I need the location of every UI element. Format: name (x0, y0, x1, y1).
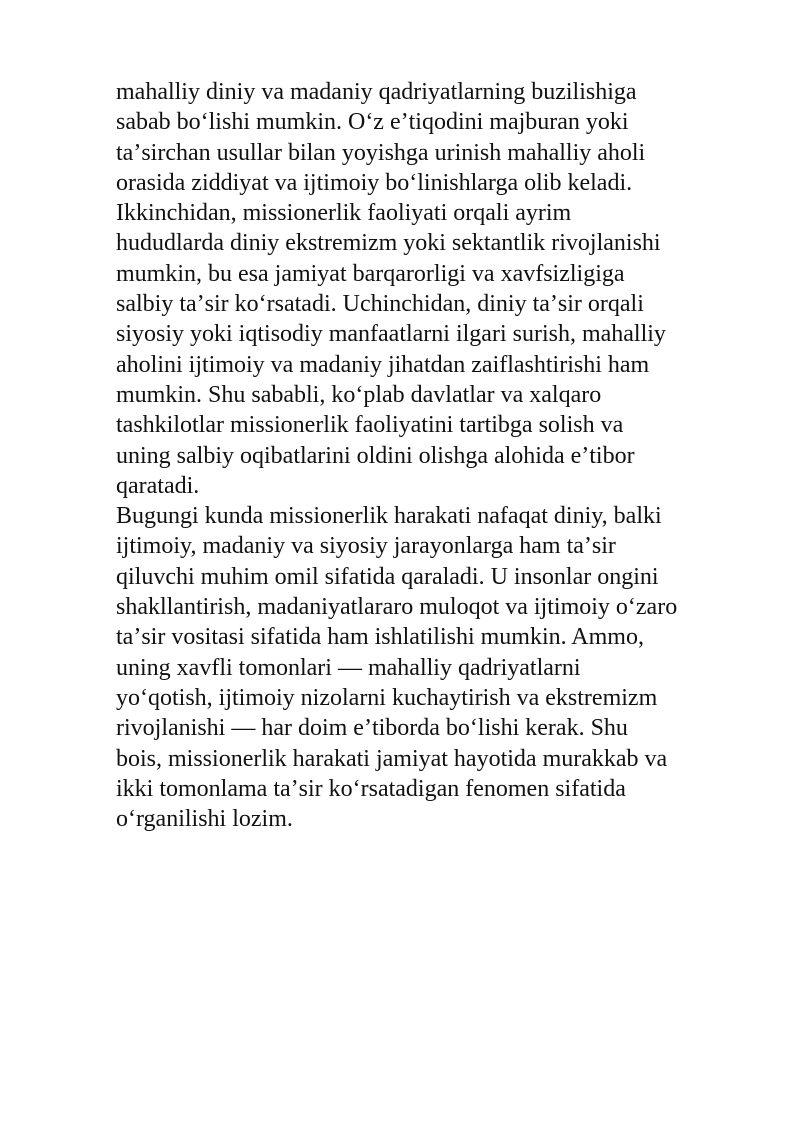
text-line: rivojlanishi — har doim eʼtiborda boʻlishi kerak. Shu (116, 715, 628, 742)
text-line: yoʻqotish, ijtimoiy nizolarni kuchaytirish va ekstremizm (116, 684, 658, 711)
text-line: oʻrganilishi lozim. (116, 806, 293, 833)
text-line: salbiy taʼsir koʻrsatadi. Uchinchidan, diniy taʼsir orqali (116, 291, 644, 318)
text-line: siyosiy yoki iqtisodiy manfaatlarni ilgari surish, mahalliy (116, 321, 666, 348)
text-line: Bugungi kunda missionerlik harakati nafaqat diniy, balki (116, 503, 662, 530)
text-line: ijtimoiy, madaniy va siyosiy jarayonlarga ham taʼsir (116, 533, 616, 560)
text-line: Ikkinchidan, missionerlik faoliyati orqali ayrim (116, 200, 572, 227)
text-line: taʼsirchan usullar bilan yoyishga urinish mahalliy aholi (116, 139, 646, 166)
paragraph-1 (116, 77, 756, 501)
text-line: uning xavfli tomonlari — mahalliy qadriyatlarni (116, 654, 581, 681)
text-line: shakllantirish, madaniyatlararo muloqot va ijtimoiy oʻzaro (116, 594, 678, 621)
text-line: taʼsir vositasi sifatida ham ishlatilishi mumkin. Ammo, (116, 624, 644, 651)
body-text (116, 77, 756, 834)
text-line: uning salbiy oqibatlarini oldini olishga alohida eʼtibor (116, 442, 635, 469)
text-line: qaratadi. (116, 472, 200, 499)
text-line: mumkin, bu esa jamiyat barqarorligi va xavfsizligiga (116, 260, 625, 287)
text-line: tashkilotlar missionerlik faoliyatini tartibga solish va (116, 412, 624, 439)
paragraph-2 (116, 501, 756, 834)
text-line: mahalliy diniy va madaniy qadriyatlarning buzilishiga (116, 79, 637, 105)
text-line: aholini ijtimoiy va madaniy jihatdan zaiflashtirishi ham (116, 351, 650, 378)
text-line: orasida ziddiyat va ijtimoiy boʻlinishlarga olib keladi. (116, 169, 633, 196)
text-line: bois, missionerlik harakati jamiyat hayotida murakkab va (116, 745, 668, 772)
text-line: qiluvchi muhim omil sifatida qaraladi. U insonlar ongini (116, 563, 659, 590)
text-line: ikki tomonlama taʼsir koʻrsatadigan fenomen sifatida (116, 775, 626, 802)
text-line: hududlarda diniy ekstremizm yoki sektantlik rivojlanishi (116, 230, 661, 257)
text-line: sabab boʻlishi mumkin. Oʻz eʼtiqodini majburan yoki (116, 109, 629, 136)
text-line: mumkin. Shu sababli, koʻplab davlatlar va xalqaro (116, 381, 602, 408)
